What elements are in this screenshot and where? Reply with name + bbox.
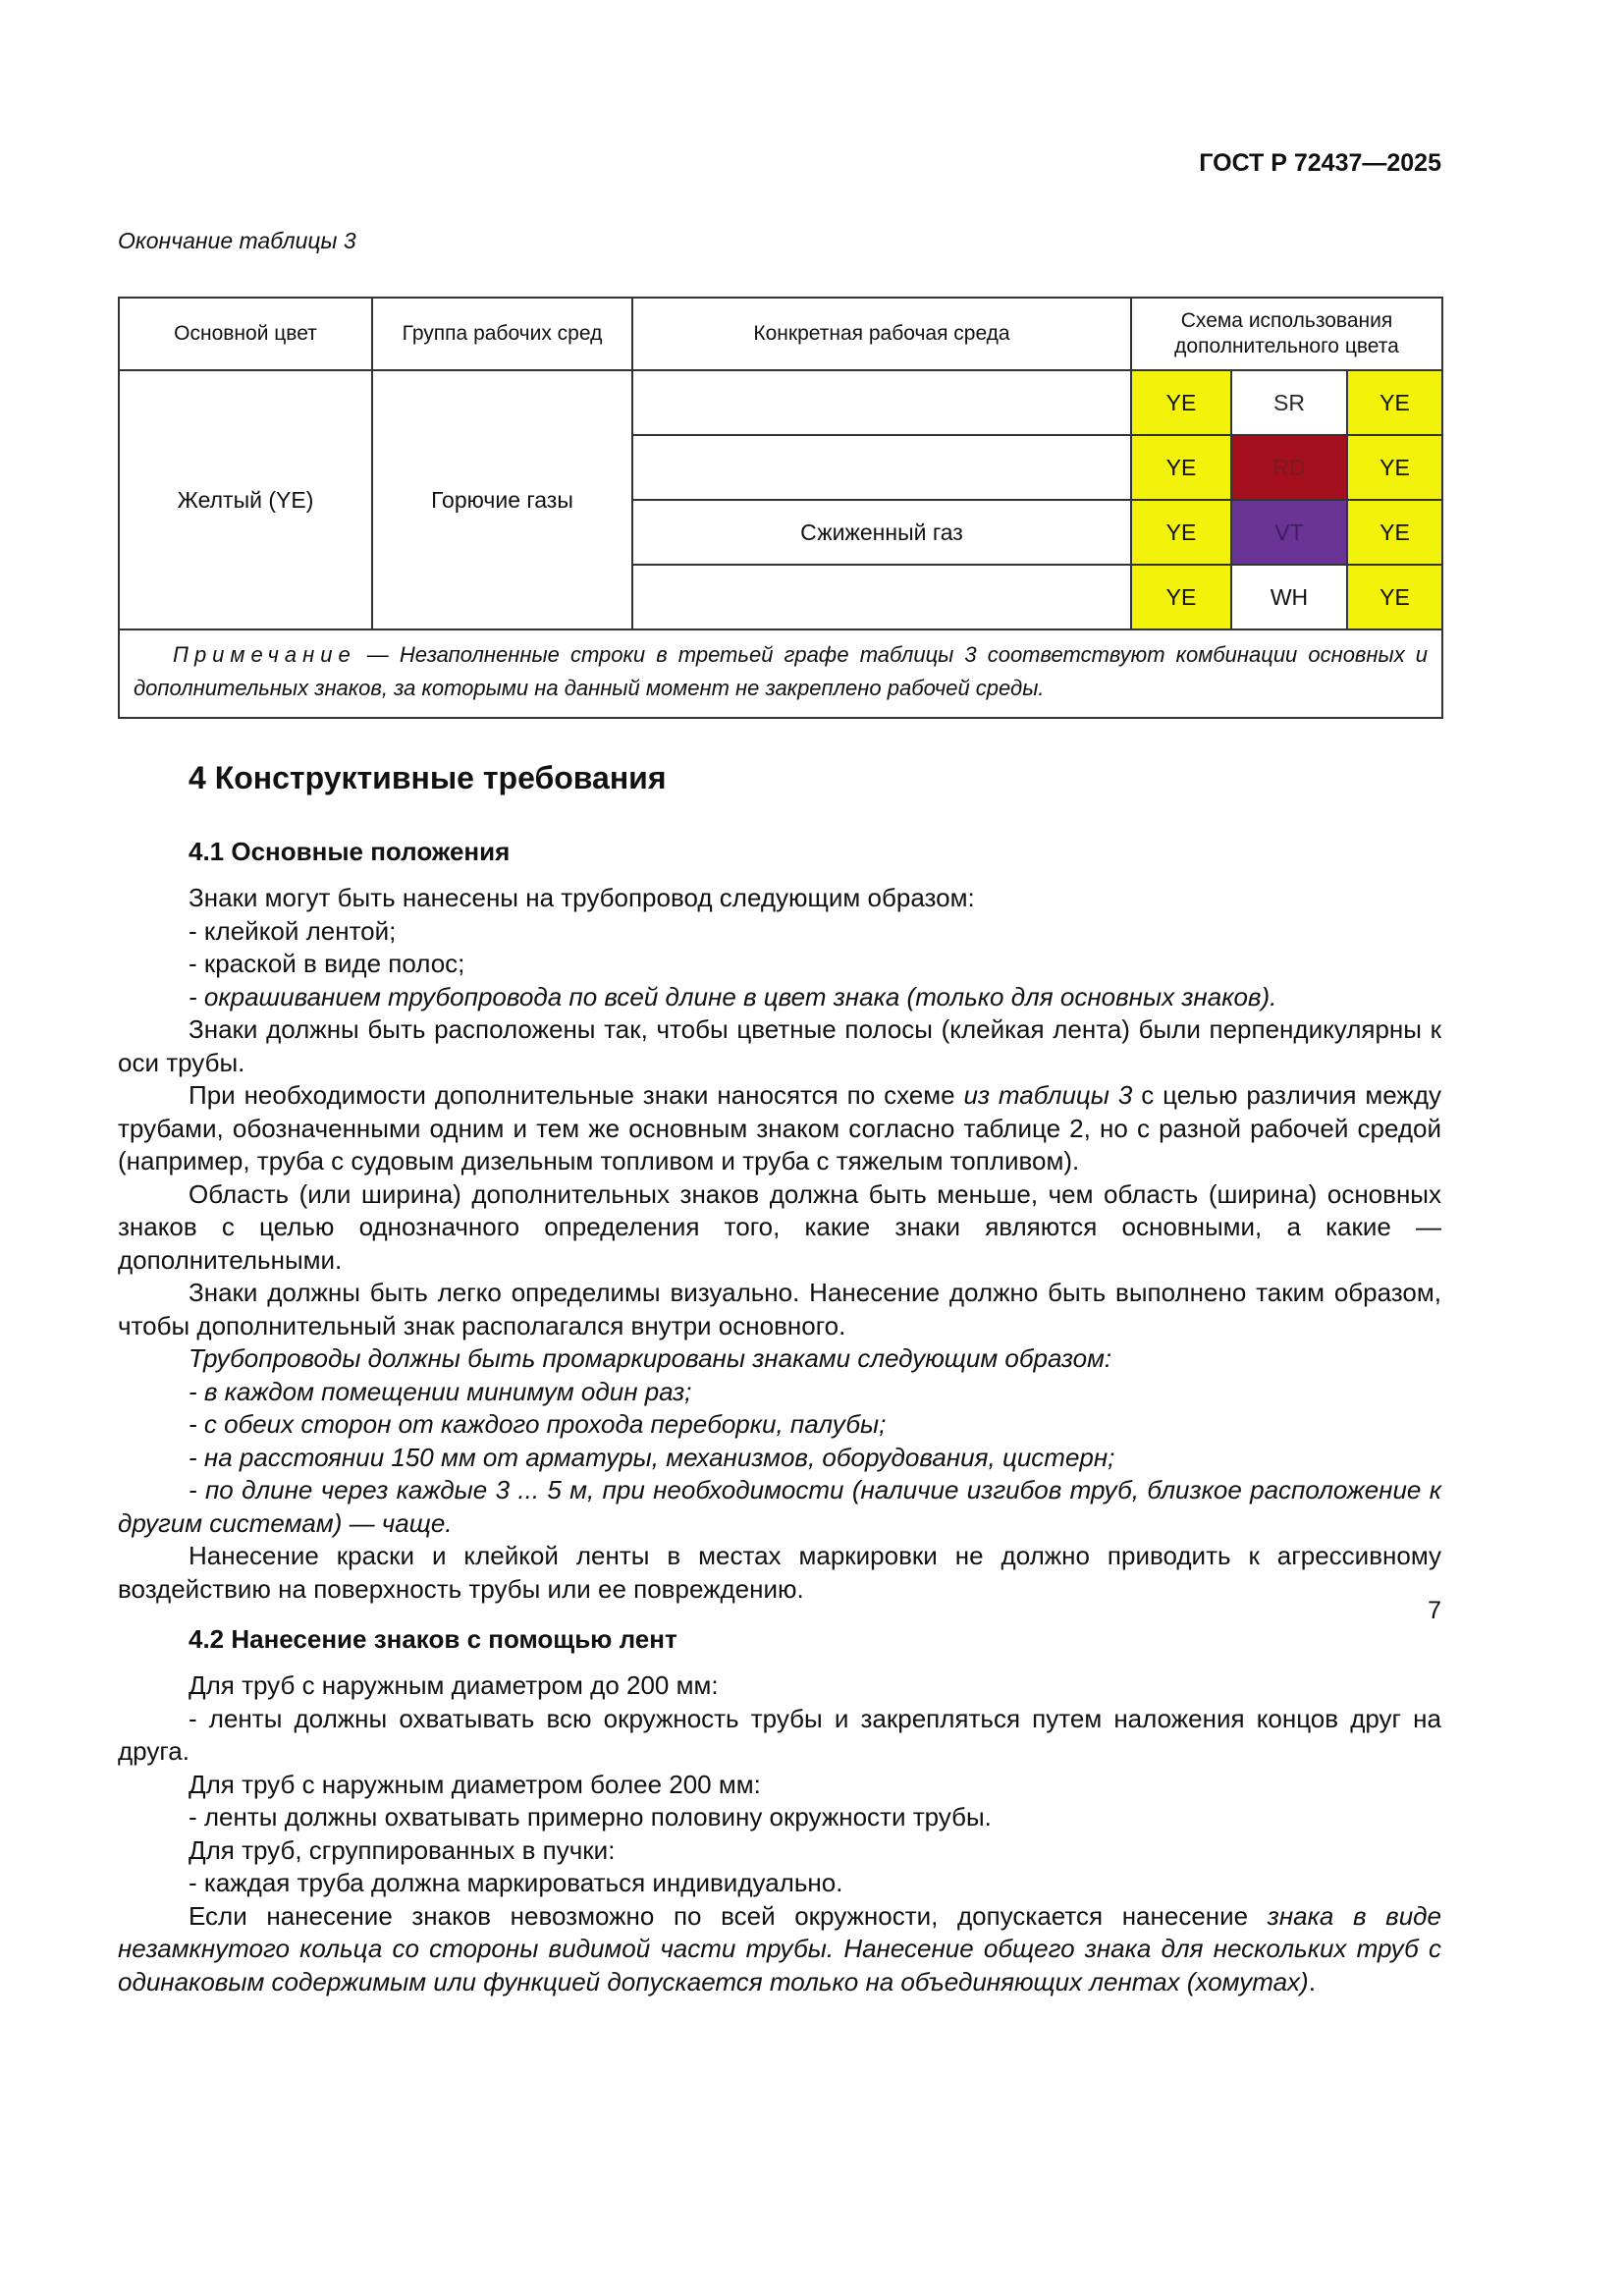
list-item: - в каждом помещении минимум один раз;: [189, 1376, 692, 1406]
table-reference: из таблицы 3: [963, 1080, 1133, 1110]
paragraph: Если нанесение знаков невозможно по всей окружности, допускается нанесение знака в виде незамкнутого кольца со стороны видимой части трубы. Нанесение общего знака для нескольких труб с одинаковым содержимым или функцией допускается только на объединяющих лентах (хомутах).: [118, 1900, 1441, 1996]
scheme-cell: RD: [1231, 435, 1347, 500]
scheme-cell: WH: [1231, 565, 1347, 629]
media-group-cell: Горючие газы: [372, 370, 632, 629]
scheme-cell: YE: [1347, 565, 1442, 629]
table-3: [118, 297, 1443, 719]
table-caption: Окончание таблицы 3: [118, 228, 356, 253]
medium-cell: [632, 435, 1131, 500]
scheme-cell: YE: [1347, 500, 1442, 565]
paragraph: Знаки должны быть легко определимы визуально. Нанесение должно быть выполнено таким образом, чтобы дополнительный знак располагался внутри основного.: [118, 1278, 1441, 1340]
paragraph: Нанесение краски и клейкой ленты в местах маркировки не должно приводить к агрессивному воздействию на поверхность трубы или ее повреждению.: [118, 1541, 1441, 1604]
paragraph: Знаки должны быть расположены так, чтобы цветные полосы (клейкая лента) были перпендикулярны к оси трубы.: [118, 1014, 1441, 1077]
table-header-row: [119, 298, 1442, 370]
subsection-4-1-title: 4.1 Основные положения: [189, 837, 511, 866]
standard-code: ГОСТ Р 72437—2025: [1199, 149, 1441, 177]
scheme-cell: YE: [1131, 500, 1231, 565]
list-item: - каждая труба должна маркироваться индивидуально.: [189, 1868, 843, 1897]
col-header-media-group: Группа рабочих сред: [372, 298, 632, 370]
list-item: - ленты должны охватывать примерно половину окружности трубы.: [189, 1802, 992, 1831]
medium-cell: Сжиженный газ: [632, 500, 1131, 565]
subsection-4-2-title: 4.2 Нанесение знаков с помощью лент: [189, 1624, 677, 1654]
col-header-scheme: Схема использования дополнительного цвета: [1131, 298, 1442, 370]
scheme-cell: SR: [1231, 370, 1347, 435]
table-note-row: [119, 629, 1442, 718]
list-item: - окрашиванием трубопровода по всей длине в цвет знака (только для основных знаков).: [189, 981, 1277, 1011]
note-label: Примечание: [173, 642, 356, 667]
table-note: [119, 629, 1442, 718]
section-4-title: 4 Конструктивные требования: [189, 760, 667, 795]
main-color-cell: Желтый (YE): [119, 370, 372, 629]
scheme-cell: YE: [1131, 565, 1231, 629]
paragraph: Знаки могут быть нанесены на трубопровод следующим образом:: [189, 883, 975, 912]
list-item: - на расстоянии 150 мм от арматуры, механизмов, оборудования, цистерн;: [189, 1442, 1115, 1472]
list-item: - клейкой лентой;: [189, 915, 397, 946]
paragraph: При необходимости дополнительные знаки наносятся по схеме из таблицы 3 с целью различия между трубами, обозначенными одним и тем же основным знаком согласно таблице 2, но с разной рабочей средой (например, труба с судовым дизельным топливом и труба с тяжелым топливом).: [118, 1080, 1441, 1175]
col-header-specific-medium: Конкретная рабочая среда: [632, 298, 1131, 370]
scheme-cell: YE: [1131, 435, 1231, 500]
list-item: - краской в виде полос;: [189, 949, 465, 978]
document-body: [118, 758, 1441, 1998]
col-header-main-color: Основной цвет: [119, 298, 372, 370]
scheme-cell: VT: [1231, 500, 1347, 565]
paragraph: Для труб с наружным диаметром более 200 мм:: [189, 1769, 761, 1799]
scheme-cell: YE: [1131, 370, 1231, 435]
list-item: - с обеих сторон от каждого прохода переборки, палубы;: [189, 1409, 887, 1439]
page-number: 7: [1428, 1597, 1441, 1624]
paragraph: Область (или ширина) дополнительных знаков должна быть меньше, чем область (ширина) основных знаков с целью однозначного определения того, какие знаки являются основными, а какие — дополнительными.: [118, 1178, 1441, 1275]
paragraph: Для труб с наружным диаметром до 200 мм:: [189, 1670, 719, 1700]
medium-cell: [632, 565, 1131, 629]
paragraph: Для труб, сгруппированных в пучки:: [189, 1834, 616, 1865]
scheme-cell: YE: [1347, 435, 1442, 500]
table-row: [119, 370, 1442, 435]
list-item: - по длине через каждые 3 ... 5 м, при необходимости (наличие изгибов труб, близкое расположение к другим системам) — чаще.: [118, 1475, 1441, 1538]
list-item: - ленты должны охватывать всю окружность трубы и закрепляться путем наложения концов друг на друга.: [118, 1703, 1441, 1766]
medium-cell: [632, 370, 1131, 435]
note-text: — Незаполненные строки в третьей графе таблицы 3 соответствуют комбинации основных и дополнительных знаков, за которыми на данный момент не закреплено рабочей среды.: [134, 642, 1428, 700]
scheme-cell: YE: [1347, 370, 1442, 435]
paragraph: Трубопроводы должны быть промаркированы знаками следующим образом:: [189, 1343, 1112, 1373]
